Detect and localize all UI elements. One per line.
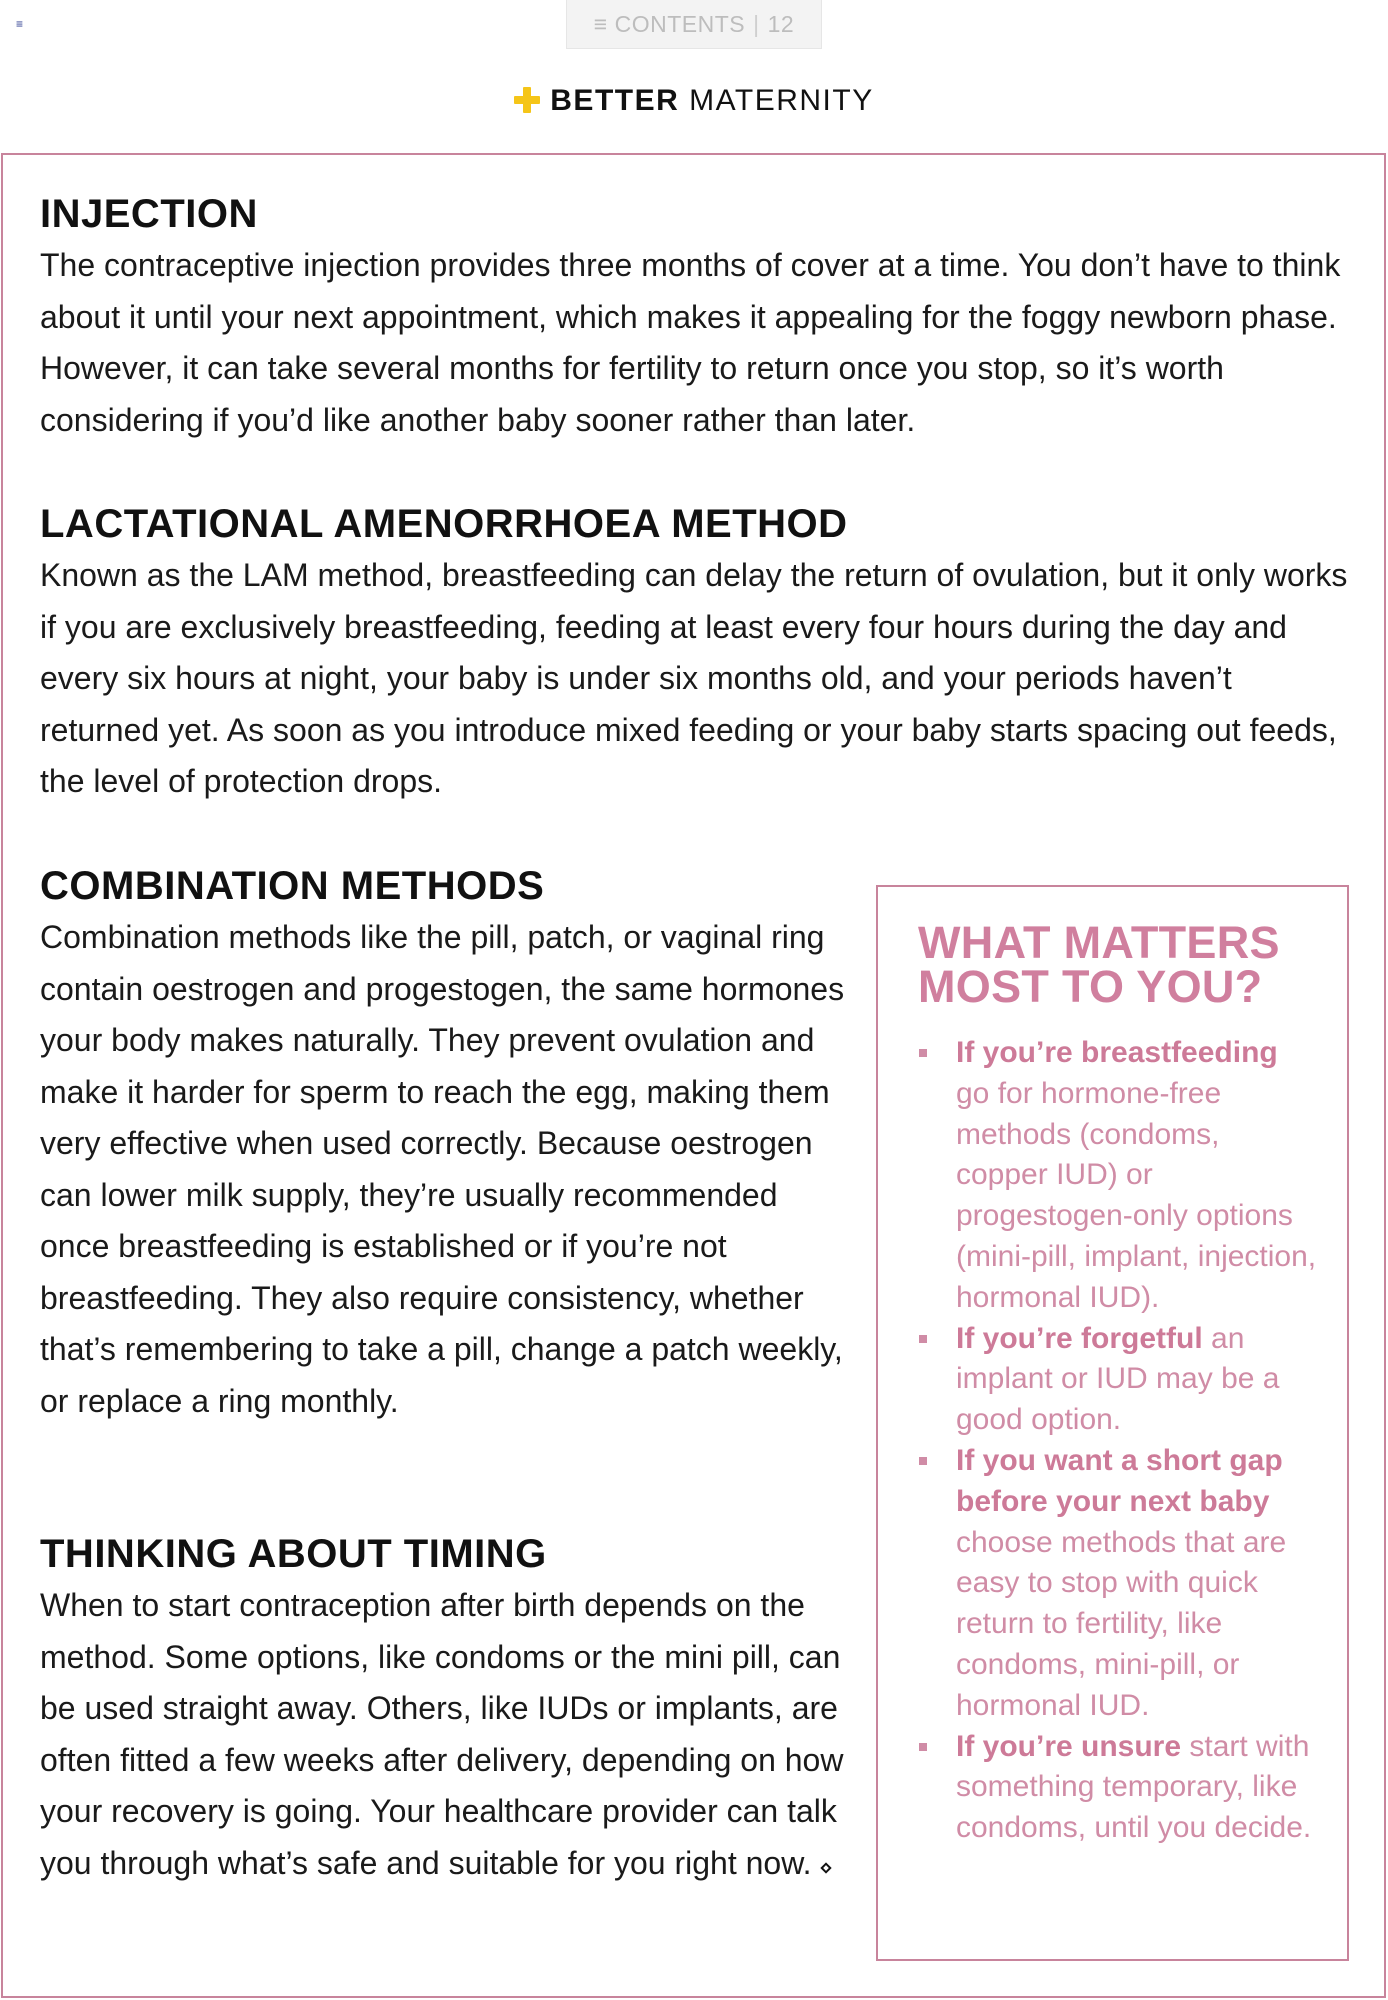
sidebar-title: WHAT MATTERS MOST TO YOU? — [918, 917, 1280, 1012]
what-matters-sidebar — [876, 885, 1349, 1961]
section-title: LACTATIONAL AMENORRHOEA METHOD — [40, 502, 848, 546]
page-number: 12 — [767, 10, 795, 37]
list-item: If you’re forgetful an implant or IUD may be a good option. — [918, 1319, 1317, 1441]
end-of-article-icon — [819, 1861, 833, 1875]
brand-bold: BETTER — [550, 84, 680, 117]
section-body: Combination methods like the pill, patch, or vaginal ring contain oestrogen and progestogen, the same hormones your body makes naturally. They prevent ovulation and make it harder for sperm to reach the egg, making them very effective when used correctly. Because oestrogen can lower milk supply, they’re usually recommended once breastfeeding is established or if you’re not breastfeeding. They also require consistency, whether that’s remembering to take a pill, change a patch weekly, or replace a ring monthly. — [40, 919, 845, 1419]
section-lam — [40, 500, 1350, 808]
plus-cross-icon — [514, 87, 540, 113]
section-title: THINKING ABOUT TIMING — [40, 1532, 547, 1576]
section-body: The contraceptive injection provides three months of cover at a time. You don’t have to think about it until your next appointment, which makes it appealing for the foggy newborn phase. However, it can take several months for fertility to return once you stop, so it’s worth considering if you’d like another baby sooner rather than later. — [40, 247, 1341, 438]
contents-button[interactable] — [566, 0, 822, 49]
tips-list — [918, 1033, 1317, 1849]
bullet-icon — [919, 1457, 927, 1465]
section-body — [40, 1580, 850, 1889]
list-item: If you’re unsure start with something temporary, like condoms, until you decide. — [918, 1727, 1317, 1849]
section-combination — [40, 862, 850, 1427]
brand-logo — [0, 84, 1388, 118]
contents-label: ≡ CONTENTS — [593, 10, 746, 37]
bullet-icon — [919, 1335, 927, 1343]
section-timing — [40, 1530, 850, 1889]
bullet-icon — [919, 1743, 927, 1751]
section-title: INJECTION — [40, 192, 258, 236]
brand-rest: MATERNITY — [679, 84, 874, 117]
section-injection — [40, 190, 1350, 446]
section-title: COMBINATION METHODS — [40, 864, 545, 908]
list-item: If you want a short gap before your next baby choose methods that are easy to stop with quick return to fertility, like condoms, mini-pill, or hormonal IUD. — [918, 1441, 1317, 1727]
menu-icon[interactable]: ≡ — [16, 17, 24, 31]
section-body: Known as the LAM method, breastfeeding can delay the return of ovulation, but it only works if you are exclusively breastfeeding, feeding at least every four hours during the day and every six hours at night, your baby is under six months old, and your periods haven’t returned yet. As soon as you introduce mixed feeding or your baby starts spacing out feeds, the level of protection drops. — [40, 557, 1348, 799]
list-item: If you’re breastfeeding go for hormone-free methods (condoms, copper IUD) or progestogen-only options (mini-pill, implant, injection, hormonal IUD). — [918, 1033, 1317, 1319]
separator: | — [753, 10, 760, 37]
bullet-icon — [919, 1049, 927, 1057]
timing-body-text: When to start contraception after birth depends on the method. Some options, like condoms or the mini pill, can be used straight away. Others, like IUDs or implants, are often fitted a few weeks after delivery, depending on how your recovery is going. Your healthcare provider can talk you through what’s safe and suitable for you right now. — [40, 1587, 844, 1881]
